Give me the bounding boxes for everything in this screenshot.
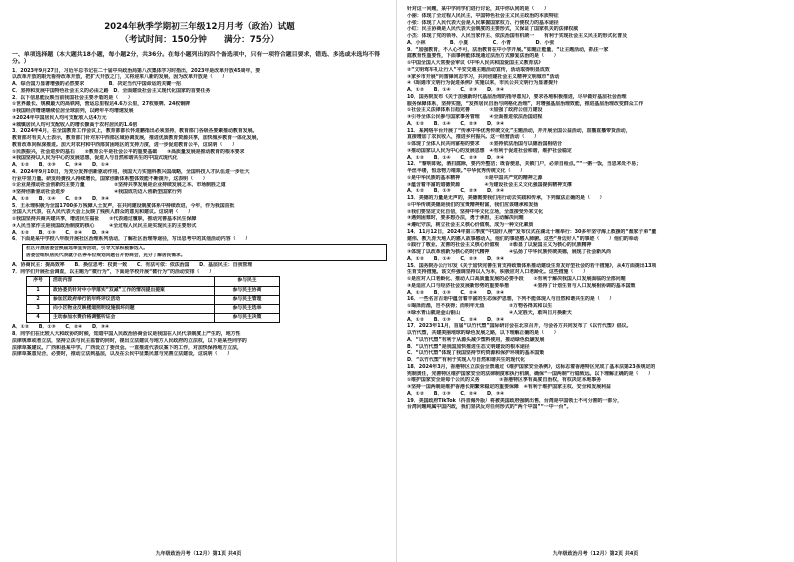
question-text-line: 13．美德的力量是无声的，美德需要我们用行动去实践和传承，下列做法正确的是（ ） <box>407 195 605 201</box>
table-row <box>27 286 280 295</box>
question-text-line: ①是中华民族的基本精神 ②是中国共产党的精神之源 <box>407 174 543 181</box>
question-text-line: 教育部对有关人士表示，教育部门针对东中西部区域协调发展，推进优质教育资源共享，加快城乡教育一体化发展， <box>12 135 262 142</box>
question-text-line: ③推动国家以人民为中心的发展思想 ④有利于促进社会和谐，维护社会稳定 <box>407 147 572 154</box>
question-text-line: A．①② B．①③ C．②④ D．③④ <box>12 324 110 331</box>
question-text-line: ③遇到困难时，要多想办法，勇于承担，主动解决问题 <box>407 215 524 222</box>
question-text-line: A．①② B．①④ C．②③ D．③④ <box>407 154 505 161</box>
table-cell: 4 <box>27 314 50 323</box>
question-text-line: 18．2024年3月，香港特区立法会全票通过《维护国家安全条例》，这标志着香港特区完成了基本法第23条规定的 <box>407 363 656 370</box>
question-text-line: ①是应对人口老龄化、推动人口高质量发展的必要手段 ②有利于解决我国人口发展面临的全部问题 <box>407 276 626 282</box>
table-header-cell: 序号 <box>27 277 50 286</box>
activity-table <box>26 276 280 323</box>
question-text-line: 16．一些名言古语中蕴含着丰富的生态保护思想，下列不能体现人与自然和谐共生的是（ ） <box>407 296 615 303</box>
question-block-b <box>12 262 387 276</box>
question-text-line: 法律草案建议。广西和县某中学。广西设立了委员会。一直推进代表议案下的工作，对加快保持地方立法， <box>12 344 242 351</box>
question-text-line: 3．2024年4月，在全国教育工作会议上，教育部部长怀进鹏指出必须坚持，教育部门各级各要素推动教育发展。 <box>12 128 258 135</box>
question-text-line: ③坚持一国两制是维护香港长期繁荣稳定的重要保障 ④有利于维护国家主权、安全和发展利益 <box>407 384 611 390</box>
question-text-line: ④遵纪守法，树立社会主义核心价值观，成为一种文化素质 <box>407 222 534 228</box>
table-header-cell: 参与民主 <box>215 277 280 286</box>
exam-page-2 <box>397 0 794 562</box>
question-text-line: A．①② B．①③ C．②③ D．③④ <box>407 188 505 195</box>
question-text-line: ③人民当家作主是我国政治制度的核心 ④全过程人民民主是实现民主的主要形式 <box>12 222 197 229</box>
question-text-line: 社区开展居委会换届选举宣传活动，引导大家积极参选人。 <box>26 246 148 252</box>
question-text-line: ②我国经济增速继续位居全球前列，以跨年平均增速发展 <box>12 108 134 115</box>
question-text-line: 小张：体现了人民代表大会是人民掌握国家权力、行使权力的基本途径 <box>407 19 559 26</box>
table-row <box>27 314 280 323</box>
question-text-line: ④《昭通市文明行为促进条例》实施以来，市民公共文明行为显著提升 <box>407 80 558 87</box>
question-text-line: ①民族振兴，社会进步的基石 ②教育公平是社会公平的重要基础 ③高质量发展是推动教育的根本要求 <box>12 148 245 155</box>
question-text-line: ①世界最长、规模最大的高铁网，营运总里程达4.6万公里，27枚银牌、24枚铜牌 <box>12 101 191 108</box>
exam-subtitle: （考试时间：150分钟 满分：75分） <box>120 35 279 45</box>
question-text-line: ①企业是推动社会创新的主要力量 ②坚持共享发展是企业持续发展之本、市场制胜之道 <box>12 182 226 189</box>
table-cell: 参与民主协商 <box>215 286 280 295</box>
question-text-line: 小杰：体现了党的领导、人民当家作主、依法治国有机统一 有利于实现社会主义民主的形式化普及 <box>407 33 628 39</box>
question-text-line: ③2024年中国居民人均可支配收入达4万元 <box>12 114 107 121</box>
question-text-line: ④我国坚持以人民为中心的发展思想，促进人与自然和谐共生的中国式现代化 <box>12 155 178 162</box>
table-cell: 参与民主选举 <box>215 305 280 314</box>
question-text-line: ③引导全体公民参与国家事务管理 ④全面推进依法治国进程 <box>407 114 543 120</box>
question-text-line: 居委会组织居民代表就小区停车位规划问题召开协商会，充分了解居民需求。 <box>26 252 186 258</box>
question-text-line: ③绿水青山就是金山银山 ④人定胜天，敢叫日月换新天 <box>407 309 572 316</box>
question-text-line: 小红：民主协商是人民代表大会制度的主要形式，又保证了国家机关的法律权威 <box>407 26 579 33</box>
question-block-c <box>12 324 387 358</box>
question-text-line: A．①② B．①④ C．②③ D．③④ <box>407 255 505 262</box>
question-text-line: 法律规章或者立法，坚持立法与民主监督的同时，提出立法建议与地方人民政府的立法权，以下是某些同学的 <box>12 337 247 344</box>
question-text-line: ③蕴含着丰富的道德资源 ④为建设社会主义文化强国提供精神支撑 <box>407 181 572 188</box>
page-footer: 九年级政治月考（12月）第2页 共4页 <box>552 551 639 557</box>
question-text-line: 全国人大代表，在人民代表大会上反映了残疾人群众的意见和建议。这说明（ ） <box>12 209 193 216</box>
question-text-line: B．“以竹代塑”是我国加快推进生态文明建设的根本途径 <box>407 343 530 350</box>
question-text-line: ①竭泽而渔，岂不获得；而明年无鱼 ②万物各得其和以生 <box>407 303 553 309</box>
question-text-line: 直接增加了农民收入，推进乡村振兴。这一经营活动（ ） <box>407 134 540 141</box>
question-text-line: A．①② B．①④ C．②③ D．③④ <box>12 195 110 202</box>
question-text-line: 9．“加强教育，不入心不可，法治教育在中小学开展。”如题正能量，“让主题活动，抓住一家 <box>407 46 609 53</box>
table-row <box>27 305 280 314</box>
question-text-line: ①我国坚持共商共建共享，增进民生福祉 ②代表通过履职，推动完善基本民生保障 <box>12 216 197 223</box>
question-text-line: ①体现了全体人民共同富裕的要求 ②坚持依法治国与以德治国相结合 <box>407 141 563 147</box>
question-text-line: 1．2023年9月27日，习近平总书记在二十届中央政治局第八次集体学习时指出，2023年是改革开放45周年，要 <box>12 67 261 74</box>
question-text-line: ①社会主义法律体系日趋完善 ②加强了政府公信力建设 <box>407 107 543 114</box>
question-text-line: 2．以下信息能反映当前我国社会主要矛盾的是（ ） <box>12 94 133 101</box>
question-block-a <box>12 68 387 244</box>
question-text-line: ①中国全国人大常委会审议《中华人民共和国爱国主义教育法》 <box>407 60 544 66</box>
question-text-line: 庭教育性重要性，下面事例能体现通过法治方式修复法治的是（ ） <box>407 53 559 60</box>
question-text-line: ③坚持创新驱动社会进步 ④我国成功迈入创新型国家行列 <box>12 189 182 196</box>
question-text-line: ③家乡市开展“向雷锋同志学习，共同创建社会主义精神文明城市”活动 <box>407 73 560 80</box>
question-text-line: 宪制责任，完善特区维护国家安全的法律制度和执行机制，确保“一国两制”行稳致远。以下理解正确的是（ ） <box>407 370 654 377</box>
table-header-row <box>27 277 280 286</box>
question-text-line: A．①② B．①④ C．②③ D．③④ <box>407 87 505 93</box>
question-text-line: ②“文明驾车礼让行人”平安交通主题活动宣传，活动取得明显成效 <box>407 66 550 73</box>
question-text-line: A．综合国力显著增强的必然要求 B．决定当代中国命运的关键一招 <box>12 81 181 88</box>
exam-title: 2024年秋季学期初三年级12月月考（政治）试题 <box>104 22 295 32</box>
question-text-line: 建伟、教九育天地人的感人故事感动人，他们的事迹感人肺腑。这些“身边好人”的事迹（ ）他们的举动 <box>407 235 639 242</box>
question-text-line: A．小林 B．小夏 C．小青 D．小张 <box>407 39 555 46</box>
table-cell: 主动参加水费价格调整听证会 <box>50 314 215 323</box>
question-text-line: 针对这一问题，某中学同学们进行讨论，其中你认同的是（ ） <box>407 6 549 12</box>
question-text-line: 15．国务院办公厅印发《关于加快完善生育支持政策体系推动建设生育友好型社会的若干措施》，从4方面提出13项 <box>407 262 657 269</box>
question-text-line: 教育改革向纵深推进。加大对农村和中西部贫困地区的支持力度，进一步促进教育公平，这说明（ ） <box>12 141 237 148</box>
page-footer: 九年级政治月考（12月）第1页 共4页 <box>155 551 242 557</box>
question-text-line: ④城镇居民人均可支配收入的增长额高于农村居民的1.6倍 <box>12 121 138 128</box>
question-text-line: A．①② B．①③ C．②④ D．③④ <box>407 289 505 296</box>
question-text-line: 以竹代塑，共建美丽地球的绿色发展之路，以下理解正确的是（ ） <box>407 330 559 336</box>
question-text-line: 行业中坚力量。研发经费投入持续增长，国家创新体系整体效能不断提升，这表明（ ） <box>12 175 208 182</box>
question-text-line: 生育支持措施。该文件强调坚持以人为本，积极应对人口老龄化。这些措施（ ） <box>407 269 588 276</box>
section-heading: 一、单项选择题（本大题共18小题，每小题2分，共36分。在每小题列出的四个备选项中，只有一项符合题目要求，错选、多选或未选均不得分。） <box>12 52 381 66</box>
question-text-line: A．①② B．①④ C．②③ D．③④ <box>407 120 505 127</box>
question-text-line: 台湾问题纯属中国内政，我们坚决反对任何形式的“两个中国”“一中一台”。 <box>407 404 572 411</box>
scenario-box <box>22 244 387 261</box>
question-text-line: 12．“黎明即起，洒扫庭除，要内外整洁；既昏便息，关锁门户，必亲自检点。”“一粥一饭，当思来处不易； <box>407 161 642 168</box>
question-text-line: ①践行了敬业、友善的社会主义核心价值观 ②彰显了以爱国主义为核心的民族精神 <box>407 242 592 249</box>
question-text-line: 小丽：体现了全过程人民民主，中国特色社会主义民主政治的本质特征 <box>407 12 559 19</box>
question-text-line: D．“以竹代塑”有利于实现人与自然和谐共生的现代化 <box>407 357 526 363</box>
question-text-line: C．“以竹代塑”体现了我国坚持节约资源和保护环境的基本国策 <box>407 350 545 357</box>
question-text-line: 法律草案意见合，必要时，推动立法到基层，以及在公民中征集民意与完善立法建设，这说明（ ） <box>12 351 233 358</box>
question-text-line: 14．11月12日，2024年第三季度“中国好人榜”发布仪式在湖北十堰举行：30多年坚守海上救援的“渔家子弟”董 <box>407 228 657 235</box>
question-text-line: A．①② B．①③ C．②④ D．③④ <box>12 229 110 236</box>
question-text-line: A．①② B．②③ C．③④ D．①④ <box>12 162 110 169</box>
question-text-line: 以改革开放的眼光看待改革开放，把扩大开放之门，又将迎来八新的发展，因为改革开放是（ ） <box>12 74 228 81</box>
question-text-line: 7．同学们开展社会调查，以主题为“微行为”，下面是学校开展“微行为”的活动安排（ ） <box>12 268 215 275</box>
question-text-line: 服务保障体系，坚持实施，“发挥居民自治与网格化治理”，对增强基层治理效能，推进基层治理改变群众工作 <box>407 100 644 107</box>
table-body <box>27 286 280 323</box>
question-text-line: ①中华传统美德是我们的宝贵精神财富，我们应该继承和发扬 <box>407 201 539 208</box>
table-cell: 政协委员针对中小学落实“双减”工作的情况提出提案 <box>50 286 215 295</box>
question-text-line: 半丝半缕，恒念物力维艰。”中华优秀传统文化（ ） <box>407 168 526 174</box>
question-text-line: 5．王永理积极为全国1700多万残障人士发声，在共同建设制度体系中持续改进，今年，作为我国首批 <box>12 202 235 209</box>
question-text-line: 10．国务院发布《关于加强新时代基层治理的指导意见》，要求各地积极推进，尽早做好基层社会治理 <box>407 93 627 100</box>
table-row <box>27 295 280 304</box>
question-text-line: A．①② B．①③ C．②④ D．③④ <box>407 316 505 323</box>
table-cell: 参与民主决策 <box>215 314 280 323</box>
question-text-line: A．①② B．①③ C．②④ D．③④ <box>407 390 505 397</box>
question-text-line: 8．同学们在比较人大和政协的时候，知道中国人民政治协商会议是我国在人民代表制度上产生的，地方性 <box>12 331 241 338</box>
question-text-line: 6．下面是某中学校八年级开展社区治理系列活动，了解社区治理等途径，写出思考中的其他活动内容（ ） <box>12 236 251 243</box>
question-text-line: A．“以竹代塑”有利于从源头减少塑料使用，推动绿色低碳发展 <box>407 336 545 343</box>
question-text-line: ①维护国家安全是每个公民的义务 ②香港特区享有高度自治权，有权决定本地事务 <box>407 377 602 384</box>
table-cell: 1 <box>27 286 50 295</box>
scenario-text <box>26 246 383 259</box>
question-block-right <box>407 6 784 411</box>
question-text-line: A．协商民主：提高效率 B．换位思考：权责一致 C．有法可依：依法治国 D．基层民主：自我管理 <box>12 261 253 268</box>
table-cell: 2 <box>27 295 50 304</box>
table-cell: 3 <box>27 305 50 314</box>
question-text-line: ②我们要坚定文化自信，坚持中华文化立场，全盘接受外来文化 <box>407 208 544 215</box>
table-cell: 向小区物业反映楼道照明设施损坏问题 <box>50 305 215 314</box>
question-text-line: ③是适应人口与经济社会发展新形势的重要举措 ④坚持了计划生育与人口发展相协调的基本国策 <box>407 282 636 289</box>
question-text-line: 11．某网络平台开展了“传承中华优秀传统文化”主题活动，并开展全国公益活动，直播直播带货活动， <box>407 127 631 134</box>
table-cell: 参加区政府举行的年终评议活动 <box>50 295 215 304</box>
table-cell: 参与民主管理 <box>215 295 280 304</box>
table-header-cell: 活动内容 <box>50 277 215 286</box>
question-text-line: ③体现了以改革创新为核心的时代精神 ④弘扬了中华民族传统美德，展现了社会新风尚 <box>407 249 611 255</box>
question-text-line: 19．美国政府TikTok（抖音海外版）将被美国政府强制出售，台湾是中国领土不可分割的一部分， <box>407 397 623 404</box>
question-text-line: 4．2024年9月10日，为充分发挥创新驱动作用，我国大力实施科教兴国战略，全国科技人才队伍进一步壮大 <box>12 168 250 175</box>
question-text-line: C．坚持和发展中国特色社会主义的必由之路 D．全面建设社会主义现代化国家的首要任务 <box>12 87 211 94</box>
question-text-line: 17．2023年11月，首届“以竹代塑”国际研讨会在北京召开，与会各方共同发布了《以竹代塑》倡议。 <box>407 323 632 330</box>
